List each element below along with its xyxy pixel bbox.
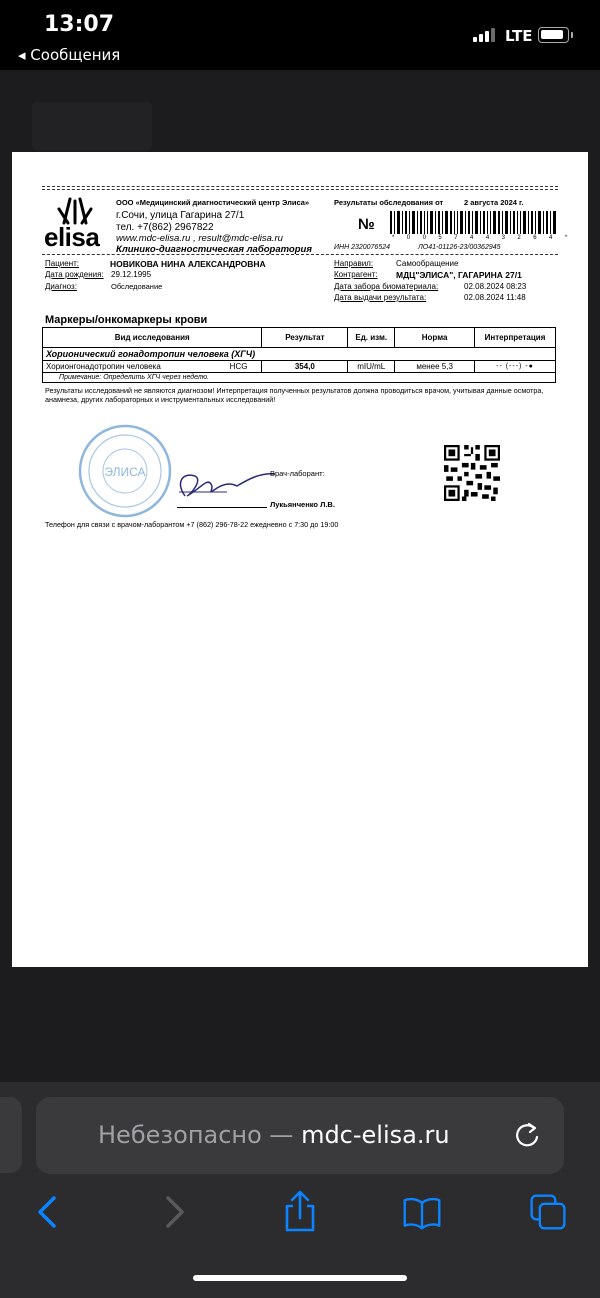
org-phone: тел. +7(862) 2967822 bbox=[116, 222, 214, 233]
table-header-row bbox=[43, 328, 556, 348]
issue-date-value: 02.08.2024 11:48 bbox=[464, 293, 526, 302]
contractor-label: Контрагент: bbox=[334, 270, 378, 279]
inn: ИНН 2320076524 bbox=[334, 244, 390, 251]
org-address: г.Сочи, улица Гагарина 27/1 bbox=[116, 210, 245, 221]
book-icon[interactable] bbox=[402, 1190, 442, 1234]
referred-label: Направил: bbox=[334, 259, 374, 268]
address-bar[interactable] bbox=[36, 1097, 564, 1174]
results-from-label: Результаты обследования от bbox=[334, 198, 444, 207]
share-icon[interactable] bbox=[280, 1190, 320, 1234]
status-bar bbox=[0, 0, 600, 70]
test-name: Хорионгонадотропин человека bbox=[46, 362, 161, 371]
org-web: www.mdc-elisa.ru , result@mdc-elisa.ru bbox=[116, 233, 283, 244]
chevron-left-icon[interactable] bbox=[28, 1190, 68, 1234]
patient-label: Пациент: bbox=[45, 259, 80, 268]
qr-code-icon bbox=[444, 445, 500, 501]
disclaimer: Результаты исследований не являются диагнозом! Интерпретация полученных результатов должна проводиться врачом, учитывая данные осмотра, анамнеза, других лабораторных и инструментальных исследований! bbox=[45, 386, 544, 404]
collection-date-label: Дата забора биоматериала: bbox=[334, 282, 439, 291]
status-time: 13:07 bbox=[44, 12, 115, 37]
page-background-block bbox=[32, 102, 152, 150]
network-type: LTE bbox=[505, 27, 533, 45]
footer-phone: Телефон для связи с врачом-лаборантом +7 (862) 296-78-22 ежедневно с 7:30 до 19:00 bbox=[45, 520, 339, 529]
collection-date-value: 02.08.2024 08:23 bbox=[464, 282, 527, 291]
tabs-icon[interactable] bbox=[528, 1190, 568, 1234]
back-to-messages-link[interactable]: ◂ Сообщения bbox=[18, 46, 121, 64]
header-divider-top-2 bbox=[42, 189, 558, 190]
results-date: 2 августа 2024 г. bbox=[464, 198, 524, 207]
test-unit: mIU/mL bbox=[348, 361, 395, 373]
group-title: Хорионический гонадотропин человека (ХГЧ) bbox=[43, 348, 556, 361]
lab-result-document bbox=[12, 152, 588, 967]
battery-icon bbox=[538, 27, 569, 43]
org-name: ООО «Медицинский диагностический центр Элиса» bbox=[116, 198, 310, 207]
url-security-warning: Небезопасно — bbox=[98, 1121, 302, 1149]
header-divider-bottom bbox=[42, 254, 558, 255]
section-title: Маркеры/онкомаркеры крови bbox=[45, 314, 208, 326]
issue-date-label: Дата выдачи результата: bbox=[334, 293, 427, 302]
table-header-cell: Интерпретация bbox=[475, 328, 556, 348]
url-text[interactable] bbox=[98, 1121, 450, 1149]
header-divider-top bbox=[42, 186, 558, 187]
diagnosis-value: Обследование bbox=[111, 282, 163, 291]
referred-value: Самообращение bbox=[396, 259, 459, 268]
doctor-name: Лукьянченко Л.В. bbox=[270, 500, 335, 509]
home-indicator[interactable] bbox=[193, 1275, 407, 1281]
test-code: HCG bbox=[229, 362, 248, 371]
test-norm: менее 5,3 bbox=[395, 361, 475, 373]
table-header-cell: Результат bbox=[262, 328, 348, 348]
reload-icon[interactable] bbox=[512, 1119, 542, 1151]
dob-label: Дата рождения: bbox=[45, 270, 104, 279]
cellular-signal-icon bbox=[473, 28, 499, 42]
table-header-cell: Норма bbox=[395, 328, 475, 348]
table-group-row bbox=[43, 348, 556, 361]
previous-tab-preview[interactable] bbox=[0, 1097, 22, 1173]
test-interpretation: -- (---) -● bbox=[475, 361, 556, 373]
browser-toolbar bbox=[0, 1082, 600, 1298]
table-header-cell: Вид исследования bbox=[43, 328, 262, 348]
barcode-digits: * 0 0 5 7 4 4 3 2 6 4 * bbox=[392, 235, 573, 241]
number-label: № bbox=[358, 216, 375, 233]
barcode-icon bbox=[390, 211, 556, 234]
table-note: Примечание: Определить ХГЧ через неделю. bbox=[43, 373, 556, 383]
contractor-value: МДЦ"ЭЛИСА", ГАГАРИНА 27/1 bbox=[396, 270, 522, 280]
logo-text: elisa bbox=[44, 222, 100, 252]
test-name-cell bbox=[43, 361, 262, 373]
signature-icon bbox=[157, 458, 277, 508]
patient-name: НОВИКОВА НИНА АЛЕКСАНДРОВНА bbox=[110, 259, 266, 269]
diagnosis-label: Диагноз: bbox=[45, 282, 77, 291]
chevron-right-icon[interactable] bbox=[154, 1190, 194, 1234]
table-header-cell: Ед. изм. bbox=[348, 328, 395, 348]
test-result: 354,0 bbox=[262, 361, 348, 373]
dob-value: 29.12.1995 bbox=[111, 270, 152, 279]
stamp-text: ЭЛИСА bbox=[104, 465, 146, 479]
url-domain: mdc-elisa.ru bbox=[301, 1121, 450, 1149]
org-lab: Клинико-диагностическая лаборатория bbox=[116, 244, 312, 255]
signature-line bbox=[177, 507, 267, 508]
table-note-row bbox=[43, 373, 556, 383]
license-number: ЛО41-01126-23/00362945 bbox=[418, 244, 501, 251]
table-row bbox=[43, 361, 556, 373]
results-table bbox=[42, 327, 556, 383]
doctor-label: Врач-лаборант: bbox=[270, 469, 325, 478]
